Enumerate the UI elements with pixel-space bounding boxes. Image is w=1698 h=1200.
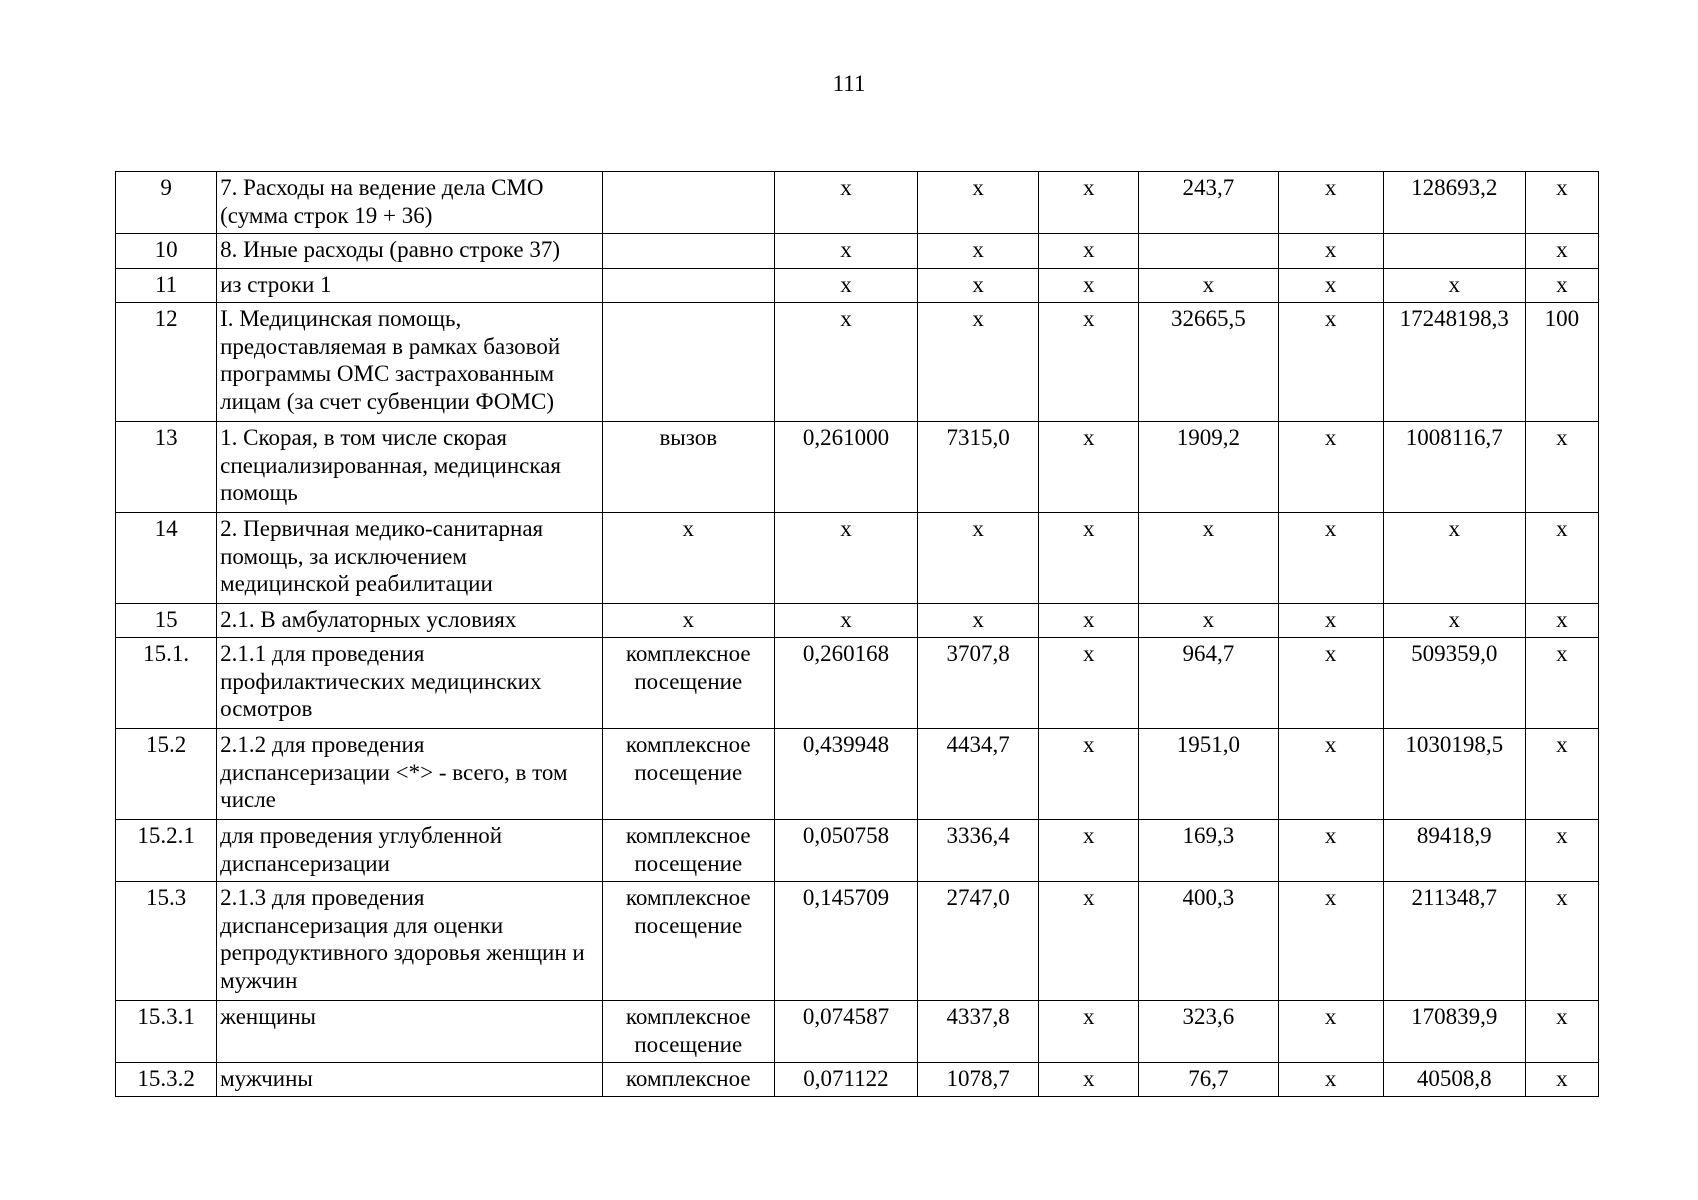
data-cell: х xyxy=(1383,513,1525,604)
data-cell: х xyxy=(918,234,1039,269)
row-number: 15.3 xyxy=(116,882,217,1001)
data-cell: 1078,7 xyxy=(918,1063,1039,1097)
row-name: 2.1. В амбулаторных условиях xyxy=(217,604,603,638)
unit-cell: комплексное посещение xyxy=(602,729,774,820)
unit-cell xyxy=(602,269,774,303)
data-cell: 17248198,3 xyxy=(1383,303,1525,422)
page-number: 111 xyxy=(832,71,866,96)
data-cell: х xyxy=(918,303,1039,422)
row-number: 15.2.1 xyxy=(116,820,217,882)
unit-cell: комплексное посещение xyxy=(602,882,774,1001)
unit-cell xyxy=(602,303,774,422)
table-row xyxy=(116,638,1599,729)
table-row xyxy=(116,882,1599,1001)
data-cell: х xyxy=(1039,172,1139,234)
table-row xyxy=(116,513,1599,604)
data-cell xyxy=(1383,234,1525,269)
data-cell: х xyxy=(1278,604,1383,638)
data-cell: х xyxy=(918,172,1039,234)
data-cell: х xyxy=(1278,638,1383,729)
data-cell: х xyxy=(1278,729,1383,820)
data-cell: 1909,2 xyxy=(1139,422,1278,513)
data-cell: 400,3 xyxy=(1139,882,1278,1001)
data-cell: 89418,9 xyxy=(1383,820,1525,882)
data-cell: 211348,7 xyxy=(1383,882,1525,1001)
data-cell: х xyxy=(1525,1063,1598,1097)
row-number: 15.3.1 xyxy=(116,1001,217,1063)
data-cell: х xyxy=(774,172,917,234)
data-cell: 0,261000 xyxy=(774,422,917,513)
row-name: 2.1.1 для проведения профилактических медицинских осмотров xyxy=(217,638,603,729)
data-cell: х xyxy=(1039,513,1139,604)
data-cell: 1951,0 xyxy=(1139,729,1278,820)
data-cell: х xyxy=(1039,604,1139,638)
expenses-table xyxy=(115,171,1599,1097)
table-row xyxy=(116,1063,1599,1097)
table-row xyxy=(116,269,1599,303)
data-cell: х xyxy=(1039,303,1139,422)
data-cell: х xyxy=(1039,234,1139,269)
data-cell: х xyxy=(774,234,917,269)
data-cell: х xyxy=(1278,820,1383,882)
row-number: 15.1. xyxy=(116,638,217,729)
unit-cell xyxy=(602,172,774,234)
data-cell: х xyxy=(1039,1001,1139,1063)
data-cell: 0,050758 xyxy=(774,820,917,882)
data-cell: 32665,5 xyxy=(1139,303,1278,422)
row-number: 13 xyxy=(116,422,217,513)
data-cell: 1008116,7 xyxy=(1383,422,1525,513)
data-cell: 0,439948 xyxy=(774,729,917,820)
row-number: 10 xyxy=(116,234,217,269)
table-row xyxy=(116,234,1599,269)
data-cell: х xyxy=(1139,269,1278,303)
row-number: 15.2 xyxy=(116,729,217,820)
row-name: 8. Иные расходы (равно строке 37) xyxy=(217,234,603,269)
data-cell: х xyxy=(1525,882,1598,1001)
data-cell: х xyxy=(1139,513,1278,604)
data-cell: х xyxy=(1278,269,1383,303)
table-row xyxy=(116,422,1599,513)
data-cell: х xyxy=(1278,422,1383,513)
row-name: женщины xyxy=(217,1001,603,1063)
data-cell: х xyxy=(1383,269,1525,303)
unit-cell: комплексное посещение xyxy=(602,638,774,729)
table-row xyxy=(116,303,1599,422)
data-cell: х xyxy=(918,269,1039,303)
unit-cell: вызов xyxy=(602,422,774,513)
row-name: 2.1.3 для проведения диспансеризация для оценки репродуктивного здоровья женщин и мужчин xyxy=(217,882,603,1001)
unit-cell: х xyxy=(602,513,774,604)
data-cell: х xyxy=(1525,604,1598,638)
data-cell: 76,7 xyxy=(1139,1063,1278,1097)
data-cell: х xyxy=(1525,422,1598,513)
row-name: 2.1.2 для проведения диспансеризации <*> - всего, в том числе xyxy=(217,729,603,820)
unit-cell: х xyxy=(602,604,774,638)
data-cell: х xyxy=(1525,638,1598,729)
unit-cell: комплексное посещение xyxy=(602,1001,774,1063)
data-cell: х xyxy=(1278,303,1383,422)
data-cell: 509359,0 xyxy=(1383,638,1525,729)
data-cell: 3707,8 xyxy=(918,638,1039,729)
row-number: 15.3.2 xyxy=(116,1063,217,1097)
data-cell: х xyxy=(1525,820,1598,882)
data-cell: 0,260168 xyxy=(774,638,917,729)
data-cell: х xyxy=(918,513,1039,604)
data-cell: х xyxy=(1039,882,1139,1001)
row-number: 12 xyxy=(116,303,217,422)
table-row xyxy=(116,729,1599,820)
data-cell: 243,7 xyxy=(1139,172,1278,234)
data-cell: 169,3 xyxy=(1139,820,1278,882)
data-cell: 40508,8 xyxy=(1383,1063,1525,1097)
row-name: 7. Расходы на ведение дела СМО (сумма строк 19 + 36) xyxy=(217,172,603,234)
data-cell: х xyxy=(1525,729,1598,820)
row-name: мужчины xyxy=(217,1063,603,1097)
data-cell: х xyxy=(1039,638,1139,729)
data-cell: х xyxy=(1039,729,1139,820)
data-cell: х xyxy=(774,303,917,422)
data-cell xyxy=(1139,234,1278,269)
data-cell: 323,6 xyxy=(1139,1001,1278,1063)
data-cell: х xyxy=(774,269,917,303)
table-row xyxy=(116,820,1599,882)
data-cell: 964,7 xyxy=(1139,638,1278,729)
data-cell: х xyxy=(774,604,917,638)
data-cell: х xyxy=(1039,1063,1139,1097)
row-name: I. Медицинская помощь, предоставляемая в рамках базовой программы ОМС застрахованным лицам (за счет субвенции ФОМС) xyxy=(217,303,603,422)
data-cell: 7315,0 xyxy=(918,422,1039,513)
data-cell: х xyxy=(1139,604,1278,638)
data-cell: х xyxy=(1525,234,1598,269)
table-row xyxy=(116,604,1599,638)
data-cell: х xyxy=(1278,1063,1383,1097)
data-cell: х xyxy=(1525,513,1598,604)
data-cell: х xyxy=(1039,269,1139,303)
data-cell: х xyxy=(774,513,917,604)
data-cell: х xyxy=(1278,1001,1383,1063)
row-number: 11 xyxy=(116,269,217,303)
data-cell: 4434,7 xyxy=(918,729,1039,820)
data-cell: 0,145709 xyxy=(774,882,917,1001)
data-cell: х xyxy=(1525,269,1598,303)
table-row xyxy=(116,172,1599,234)
unit-cell: комплексное посещение xyxy=(602,820,774,882)
row-name: 1. Скорая, в том числе скорая специализированная, медицинская помощь xyxy=(217,422,603,513)
data-cell: х xyxy=(1525,172,1598,234)
data-cell: 4337,8 xyxy=(918,1001,1039,1063)
data-cell: 128693,2 xyxy=(1383,172,1525,234)
row-number: 9 xyxy=(116,172,217,234)
data-cell: 0,074587 xyxy=(774,1001,917,1063)
data-cell: х xyxy=(1383,604,1525,638)
data-cell: 170839,9 xyxy=(1383,1001,1525,1063)
table-row xyxy=(116,1001,1599,1063)
data-cell: х xyxy=(1278,882,1383,1001)
row-name: из строки 1 xyxy=(217,269,603,303)
unit-cell xyxy=(602,234,774,269)
row-number: 14 xyxy=(116,513,217,604)
data-cell: х xyxy=(918,604,1039,638)
data-cell: 100 xyxy=(1525,303,1598,422)
data-cell: х xyxy=(1278,513,1383,604)
data-cell: х xyxy=(1278,234,1383,269)
data-cell: 3336,4 xyxy=(918,820,1039,882)
row-name: для проведения углубленной диспансеризации xyxy=(217,820,603,882)
data-cell: 0,071122 xyxy=(774,1063,917,1097)
data-cell: х xyxy=(1525,1001,1598,1063)
data-cell: 1030198,5 xyxy=(1383,729,1525,820)
row-number: 15 xyxy=(116,604,217,638)
unit-cell: комплексное xyxy=(602,1063,774,1097)
data-cell: х xyxy=(1278,172,1383,234)
data-cell: х xyxy=(1039,422,1139,513)
data-cell: х xyxy=(1039,820,1139,882)
data-cell: 2747,0 xyxy=(918,882,1039,1001)
row-name: 2. Первичная медико-санитарная помощь, за исключением медицинской реабилитации xyxy=(217,513,603,604)
